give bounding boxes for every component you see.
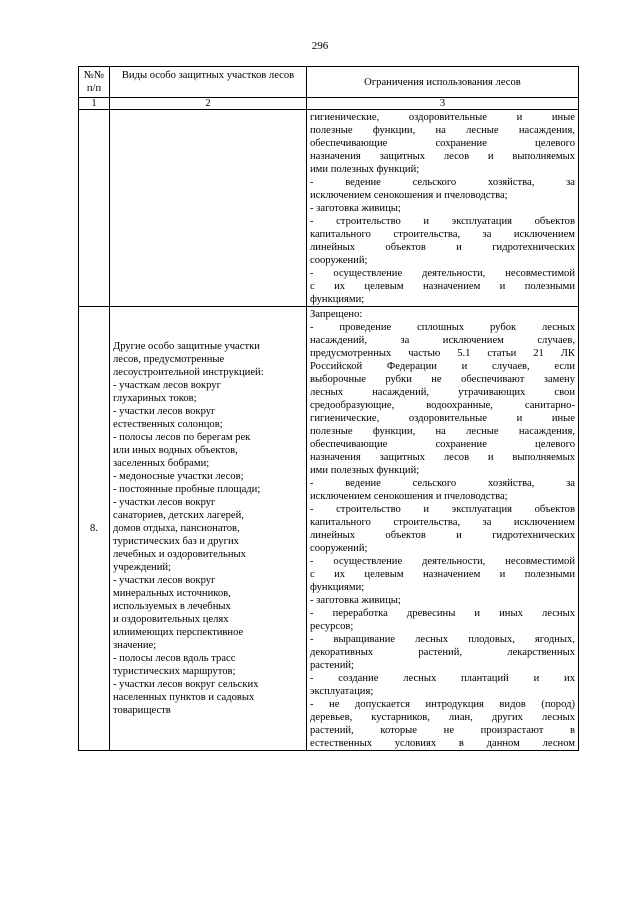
text-line: - полосы лесов вдоль трасс xyxy=(113,653,236,664)
text-line: капитального строительства, за исключением xyxy=(310,229,575,240)
table-row-8 xyxy=(79,307,579,751)
text-line: - выращивание лесных плодовых, ягодных, xyxy=(310,634,575,645)
column-number-2: 2 xyxy=(110,98,307,110)
column-number-1: 1 xyxy=(79,98,110,110)
text-line: лечебных и оздоровительных xyxy=(113,549,246,560)
text-line: лесных насаждений, утрачивающих свои xyxy=(310,387,575,398)
text-line: санаториев, детских лагерей, xyxy=(113,510,244,521)
text-line: полезные функции, на лесные насаждения, xyxy=(310,125,575,136)
text-line: назначения защитных лесов и выполняемых xyxy=(310,151,575,162)
text-line: декоративных растений, лекарственных xyxy=(310,647,575,658)
table-header-row xyxy=(79,67,579,98)
text-line: - строительство и эксплуатация объектов xyxy=(310,504,575,515)
text-line: полезные функции, на лесные насаждения, xyxy=(310,426,575,437)
text-line: - ведение сельского хозяйства, за xyxy=(310,478,575,489)
text-line: насаждений, за исключением случаев, xyxy=(310,335,575,346)
header-number: №№ п/п xyxy=(79,67,110,98)
row-8-restrictions-text xyxy=(310,308,575,750)
continued-number-cell xyxy=(79,110,110,307)
text-line: естественных условиях в данном лесном xyxy=(310,738,575,749)
row-8-type-cell xyxy=(110,307,307,751)
text-line: растений, которые не произрастают в xyxy=(310,725,575,736)
text-line: заселенных бобрами; xyxy=(113,458,210,469)
text-line: функциями; xyxy=(310,294,365,305)
text-line: Российской Федерации и случаев, если xyxy=(310,361,575,372)
text-line: - переработка древесины и иных лесных xyxy=(310,608,575,619)
continued-restrictions-cell xyxy=(307,110,579,307)
text-line: линейных объектов и гидротехнических xyxy=(310,530,575,541)
text-line: - заготовка живицы; xyxy=(310,203,401,214)
text-line: выборочные рубки не обеспечивают замену xyxy=(310,374,575,385)
row-8-protective-area-types xyxy=(113,340,303,717)
text-line: туристических маршрутов; xyxy=(113,666,236,677)
text-line: назначения защитных лесов и выполняемых xyxy=(310,452,575,463)
text-line: - осуществление деятельности, несовместимой xyxy=(310,556,575,567)
text-line: обеспечивающие сохранение целевого xyxy=(310,138,575,149)
text-line: - создание лесных плантаций и их xyxy=(310,673,575,684)
text-line: ими полезных функций; xyxy=(310,164,420,175)
text-line: с их целевым назначением и полезными xyxy=(310,281,575,292)
text-line: - участки лесов вокруг xyxy=(113,497,216,508)
text-line: - медоносные участки лесов; xyxy=(113,471,244,482)
header-forest-use-restrictions: Ограничения использования лесов xyxy=(307,67,579,98)
text-line: домов отдыха, пансионатов, xyxy=(113,523,240,534)
text-line: - постоянные пробные площади; xyxy=(113,484,261,495)
text-line: Запрещено: xyxy=(310,309,363,320)
table-row-continued xyxy=(79,110,579,307)
text-line: исключением сенокошения и пчеловодства; xyxy=(310,190,508,201)
text-line: деревьев, кустарников, лиан, других лесных xyxy=(310,712,575,723)
text-line: - участкам лесов вокруг xyxy=(113,380,221,391)
text-line: ресурсов; xyxy=(310,621,354,632)
text-line: лесоустроительной инструкцией: xyxy=(113,367,264,378)
header-protective-area-types: Виды особо защитных участков лесов xyxy=(110,67,307,98)
text-line: глухариных токов; xyxy=(113,393,197,404)
text-line: учреждений; xyxy=(113,562,171,573)
text-line: естественных солонцов; xyxy=(113,419,223,430)
text-line: и оздоровительных целях xyxy=(113,614,229,625)
text-line: средообразующие, водоохранные, санитарно- xyxy=(310,400,575,411)
text-line: с их целевым назначением и полезными xyxy=(310,569,575,580)
text-line: - осуществление деятельности, несовместимой xyxy=(310,268,575,279)
text-line: гигиенические, оздоровительные и иные xyxy=(310,413,575,424)
text-line: - участки лесов вокруг сельских xyxy=(113,679,259,690)
text-line: растений; xyxy=(310,660,354,671)
text-line: гигиенические, оздоровительные и иные xyxy=(310,112,575,123)
text-line: предусмотренных частью 5.1 статьи 21 ЛК xyxy=(310,348,575,359)
text-line: - строительство и эксплуатация объектов xyxy=(310,216,575,227)
column-number-row xyxy=(79,98,579,110)
text-line: функциями; xyxy=(310,582,365,593)
row-8-number: 8. xyxy=(79,307,110,751)
continued-type-cell xyxy=(110,110,307,307)
text-line: Другие особо защитные участки xyxy=(113,341,260,352)
text-line: или иных водных объектов, xyxy=(113,445,238,456)
text-line: туристических баз и других xyxy=(113,536,239,547)
text-line: населенных пунктов и садовых xyxy=(113,692,255,703)
text-line: минеральных источников, xyxy=(113,588,231,599)
text-line: - проведение сплошных рубок лесных xyxy=(310,322,575,333)
text-line: сооружений; xyxy=(310,543,368,554)
text-line: - участки лесов вокруг xyxy=(113,575,216,586)
text-line: - не допускается интродукция видов (пород) xyxy=(310,699,575,710)
text-line: - участки лесов вокруг xyxy=(113,406,216,417)
page-number: 296 xyxy=(311,40,329,52)
text-line: - полосы лесов по берегам рек xyxy=(113,432,251,443)
text-line: исключением сенокошения и пчеловодства; xyxy=(310,491,508,502)
text-line: ими полезных функций; xyxy=(310,465,420,476)
text-line: обеспечивающие сохранение целевого xyxy=(310,439,575,450)
text-line: значение; xyxy=(113,640,157,651)
text-line: линейных объектов и гидротехнических xyxy=(310,242,575,253)
text-line: сооружений; xyxy=(310,255,368,266)
text-line: используемых в лечебных xyxy=(113,601,231,612)
continued-restrictions-text xyxy=(310,111,575,306)
text-line: капитального строительства, за исключением xyxy=(310,517,575,528)
column-number-3: 3 xyxy=(307,98,579,110)
text-line: - заготовка живицы; xyxy=(310,595,401,606)
text-line: эксплуатация; xyxy=(310,686,374,697)
text-line: - ведение сельского хозяйства, за xyxy=(310,177,575,188)
text-line: товариществ xyxy=(113,705,171,716)
text-line: лесов, предусмотренные xyxy=(113,354,225,365)
restrictions-table xyxy=(78,66,579,751)
row-8-restrictions-cell xyxy=(307,307,579,751)
text-line: илиимеющих перспективное xyxy=(113,627,244,638)
